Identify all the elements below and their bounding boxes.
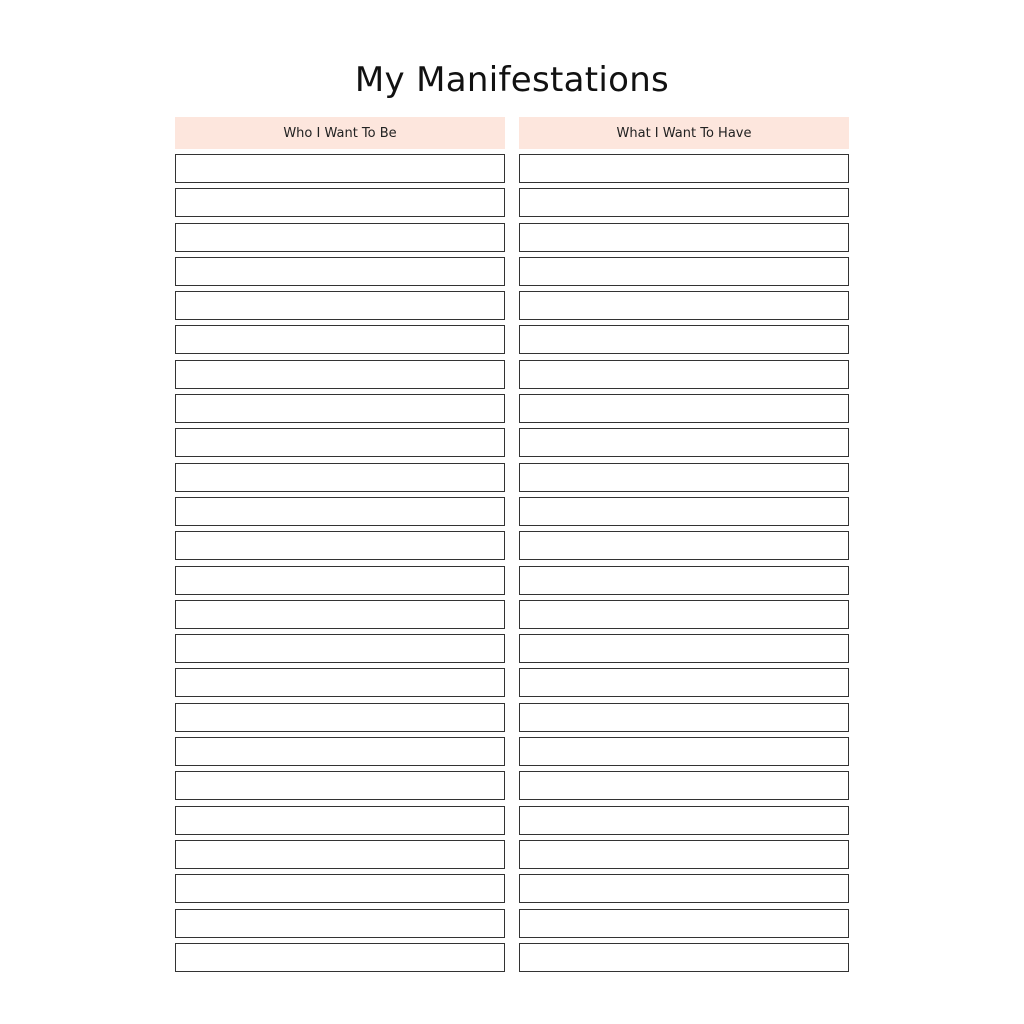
entry-box[interactable] xyxy=(175,943,505,972)
who-i-want-to-be-rows xyxy=(175,154,505,972)
entry-box[interactable] xyxy=(519,188,849,217)
entry-box[interactable] xyxy=(519,634,849,663)
entry-box[interactable] xyxy=(175,463,505,492)
entry-box[interactable] xyxy=(519,463,849,492)
entry-box[interactable] xyxy=(519,394,849,423)
entry-box[interactable] xyxy=(519,428,849,457)
entry-box[interactable] xyxy=(519,668,849,697)
entry-box[interactable] xyxy=(175,394,505,423)
what-i-want-to-have-header: What I Want To Have xyxy=(519,117,849,149)
entry-box[interactable] xyxy=(175,531,505,560)
entry-box[interactable] xyxy=(519,874,849,903)
entry-box[interactable] xyxy=(175,737,505,766)
entry-box[interactable] xyxy=(519,257,849,286)
entry-box[interactable] xyxy=(175,909,505,938)
entry-box[interactable] xyxy=(175,428,505,457)
entry-box[interactable] xyxy=(175,634,505,663)
entry-box[interactable] xyxy=(175,325,505,354)
entry-box[interactable] xyxy=(175,668,505,697)
entry-box[interactable] xyxy=(175,874,505,903)
entry-box[interactable] xyxy=(519,325,849,354)
who-i-want-to-be-column xyxy=(175,117,505,977)
entry-box[interactable] xyxy=(175,497,505,526)
entry-box[interactable] xyxy=(175,154,505,183)
entry-box[interactable] xyxy=(175,223,505,252)
what-i-want-to-have-column xyxy=(519,117,849,977)
entry-box[interactable] xyxy=(519,600,849,629)
entry-box[interactable] xyxy=(175,840,505,869)
entry-box[interactable] xyxy=(519,703,849,732)
entry-box[interactable] xyxy=(175,291,505,320)
entry-box[interactable] xyxy=(519,566,849,595)
entry-box[interactable] xyxy=(519,531,849,560)
page-title: My Manifestations xyxy=(354,60,670,100)
entry-box[interactable] xyxy=(175,806,505,835)
entry-box[interactable] xyxy=(519,737,849,766)
who-i-want-to-be-header: Who I Want To Be xyxy=(175,117,505,149)
entry-box[interactable] xyxy=(175,360,505,389)
entry-box[interactable] xyxy=(519,840,849,869)
entry-box[interactable] xyxy=(175,771,505,800)
entry-box[interactable] xyxy=(519,223,849,252)
entry-box[interactable] xyxy=(519,806,849,835)
entry-box[interactable] xyxy=(175,257,505,286)
entry-box[interactable] xyxy=(175,566,505,595)
entry-box[interactable] xyxy=(519,154,849,183)
entry-box[interactable] xyxy=(175,703,505,732)
entry-box[interactable] xyxy=(519,360,849,389)
entry-box[interactable] xyxy=(519,771,849,800)
entry-box[interactable] xyxy=(519,291,849,320)
what-i-want-to-have-rows xyxy=(519,154,849,972)
entry-box[interactable] xyxy=(519,497,849,526)
entry-box[interactable] xyxy=(175,600,505,629)
entry-box[interactable] xyxy=(519,943,849,972)
entry-box[interactable] xyxy=(519,909,849,938)
entry-box[interactable] xyxy=(175,188,505,217)
